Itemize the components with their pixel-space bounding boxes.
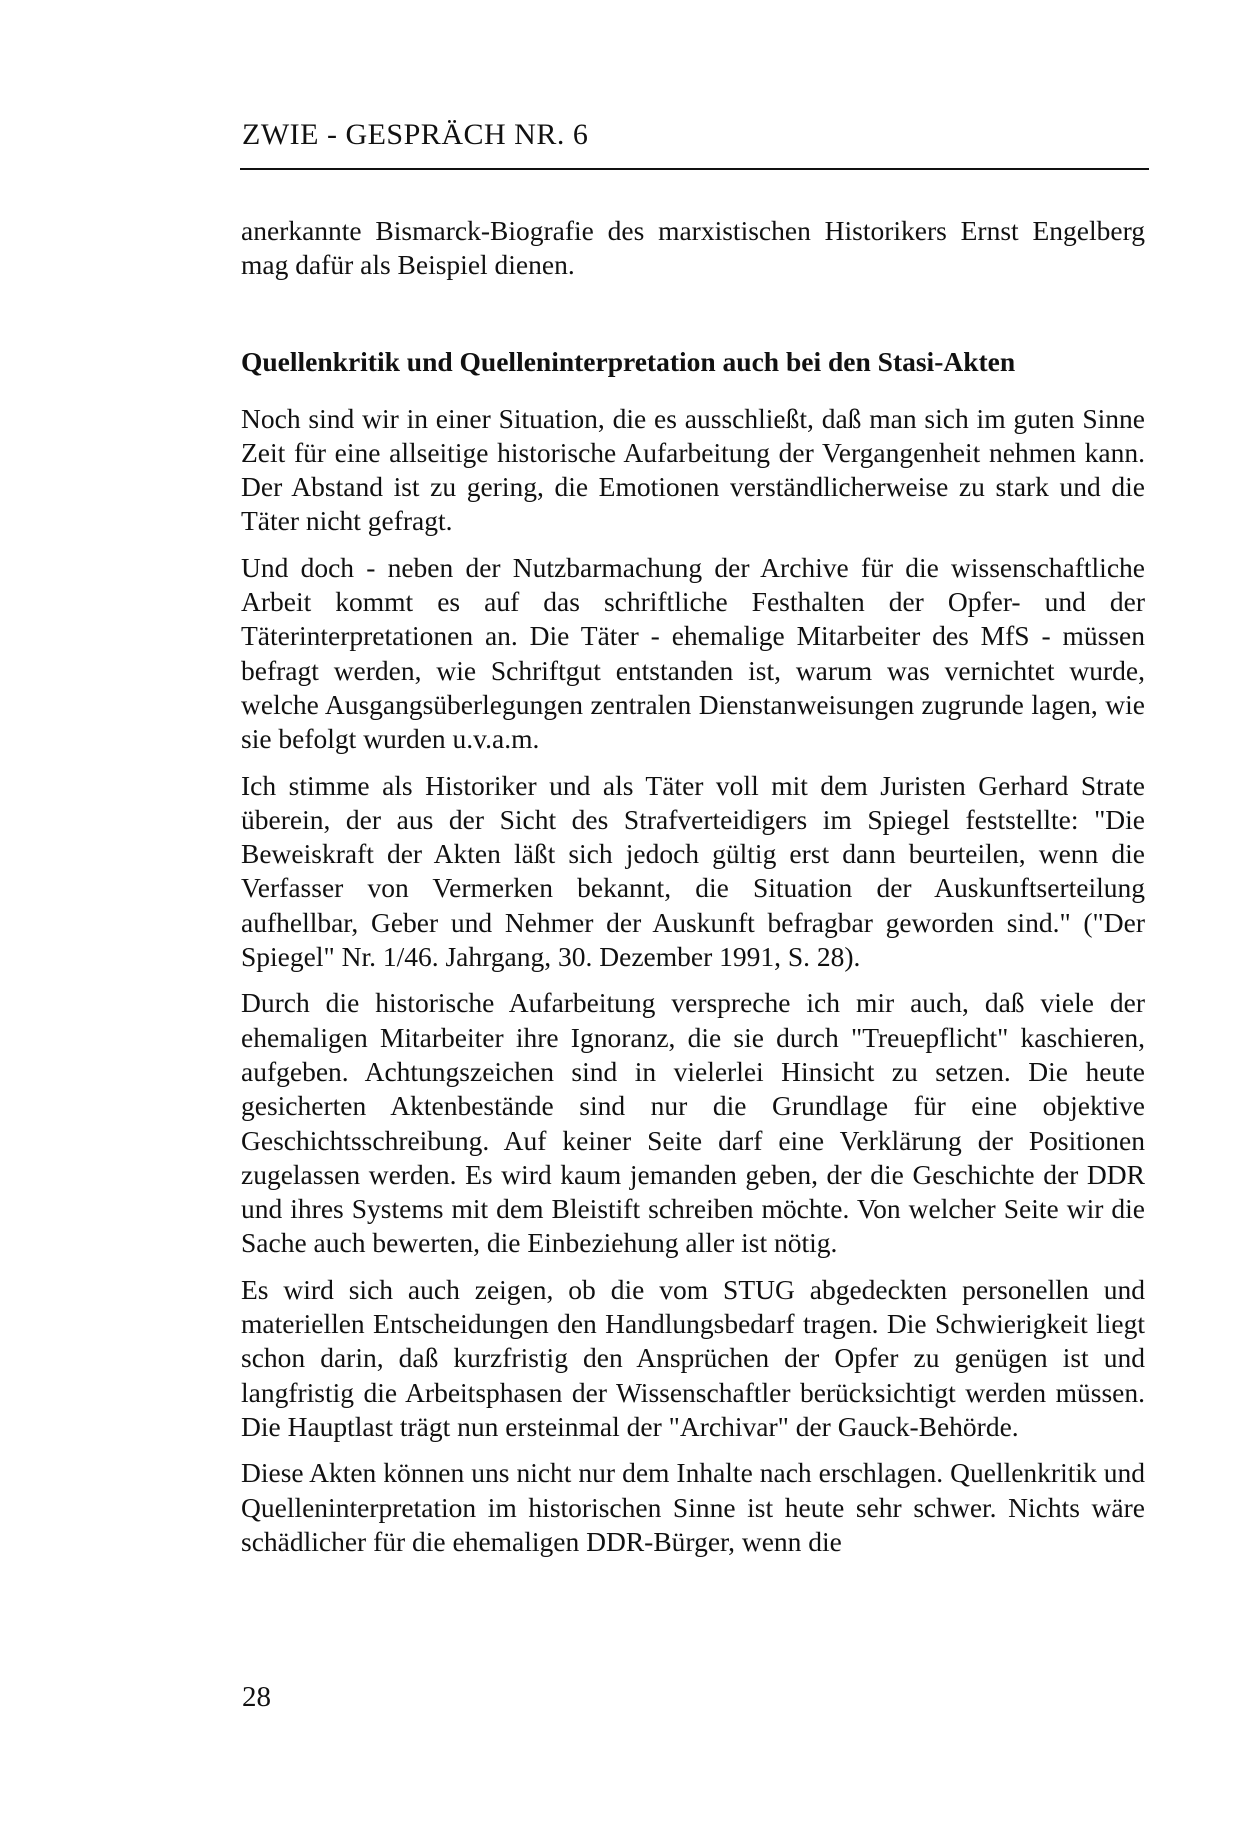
page-number: 28 xyxy=(242,1681,271,1713)
header-rule xyxy=(240,168,1149,170)
body-text xyxy=(241,214,1145,1559)
paragraph: Es wird sich auch zeigen, ob die vom STUG abgedeckten personellen und materiellen Entscheidungen den Handlungsbedarf tragen. Die Schwierigkeit liegt schon darin, daß kurzfristig den Ansprüchen der Opfer zu genügen ist und langfristig die Arbeitsphasen der Wissenschaftler berücksichtigt werden müssen. Die Hauptlast trägt nun ersteinmal der "Archivar" der Gauck-Behörde. xyxy=(241,1273,1145,1442)
paragraph: Ich stimme als Historiker und als Täter voll mit dem Juristen Gerhard Strate überein, der aus der Sicht des Strafverteidigers im Spiegel feststellte: "Die Beweiskraft der Akten läßt sich jedoch gültig erst dann beurteilen, wenn die Verfasser von Vermerken bekannt, die Situation der Auskunftserteilung aufhellbar, Geber und Nehmer der Auskunft befragbar geworden sind." ("Der Spiegel" Nr. 1/46. Jahrgang, 30. Dezember 1991, S. 28). xyxy=(241,769,1145,973)
running-header: ZWIE - GESPRÄCH NR. 6 xyxy=(242,118,589,151)
paragraph: Durch die historische Aufarbeitung verspreche ich mir auch, daß viele der ehemaligen Mitarbeiter ihre Ignoranz, die sie durch "Treuepflicht" kaschieren, aufgeben. Achtungszeichen sind in vielerlei Hinsicht zu setzen. Die heute gesicherten Aktenbestände sind nur die Grundlage für eine objektive Geschichtsschreibung. Auf keiner Seite darf eine Verklärung der Positionen zugelassen werden. Es wird kaum jemanden geben, der die Geschichte der DDR und ihres Systems mit dem Bleistift schreiben möchte. Von welcher Seite wir die Sache auch bewerten, die Einbeziehung aller ist nötig. xyxy=(241,987,1145,1259)
paragraph: Und doch - neben der Nutzbarmachung der Archive für die wissenschaftliche Arbeit kommt es auf das schriftliche Festhalten der Opfer- und der Täterinterpretationen an. Die Täter - ehemalige Mitarbeiter des MfS - müssen befragt werden, wie Schriftgut entstanden ist, warum was vernichtet wurde, welche Ausgangsüberlegungen zentralen Dienstanweisungen zugrunde lagen, wie sie befolgt wurden u.v.a.m. xyxy=(241,551,1145,755)
section-heading: Quellenkritik und Quelleninterpretation auch bei den Stasi-Akten xyxy=(241,345,1016,377)
paragraph: Noch sind wir in einer Situation, die es ausschließt, daß man sich im guten Sinne Zeit für eine allseitige historische Aufarbeitung der Vergangenheit nehmen kann. Der Abstand ist zu gering, die Emotionen verständlicherweise zu stark und die Täter nicht gefragt. xyxy=(241,402,1145,537)
paragraph-continuing: Diese Akten können uns nicht nur dem Inhalte nach erschlagen. Quellenkritik und Quelleninterpretation im historischen Sinne ist heute sehr schwer. Nichts wäre schädlicher für die ehemaligen DDR-Bürger, wenn die xyxy=(241,1457,1145,1557)
paragraph-continued: anerkannte Bismarck-Biografie des marxistischen Historikers Ernst Engelberg mag dafür als Beispiel dienen. xyxy=(241,215,1145,281)
